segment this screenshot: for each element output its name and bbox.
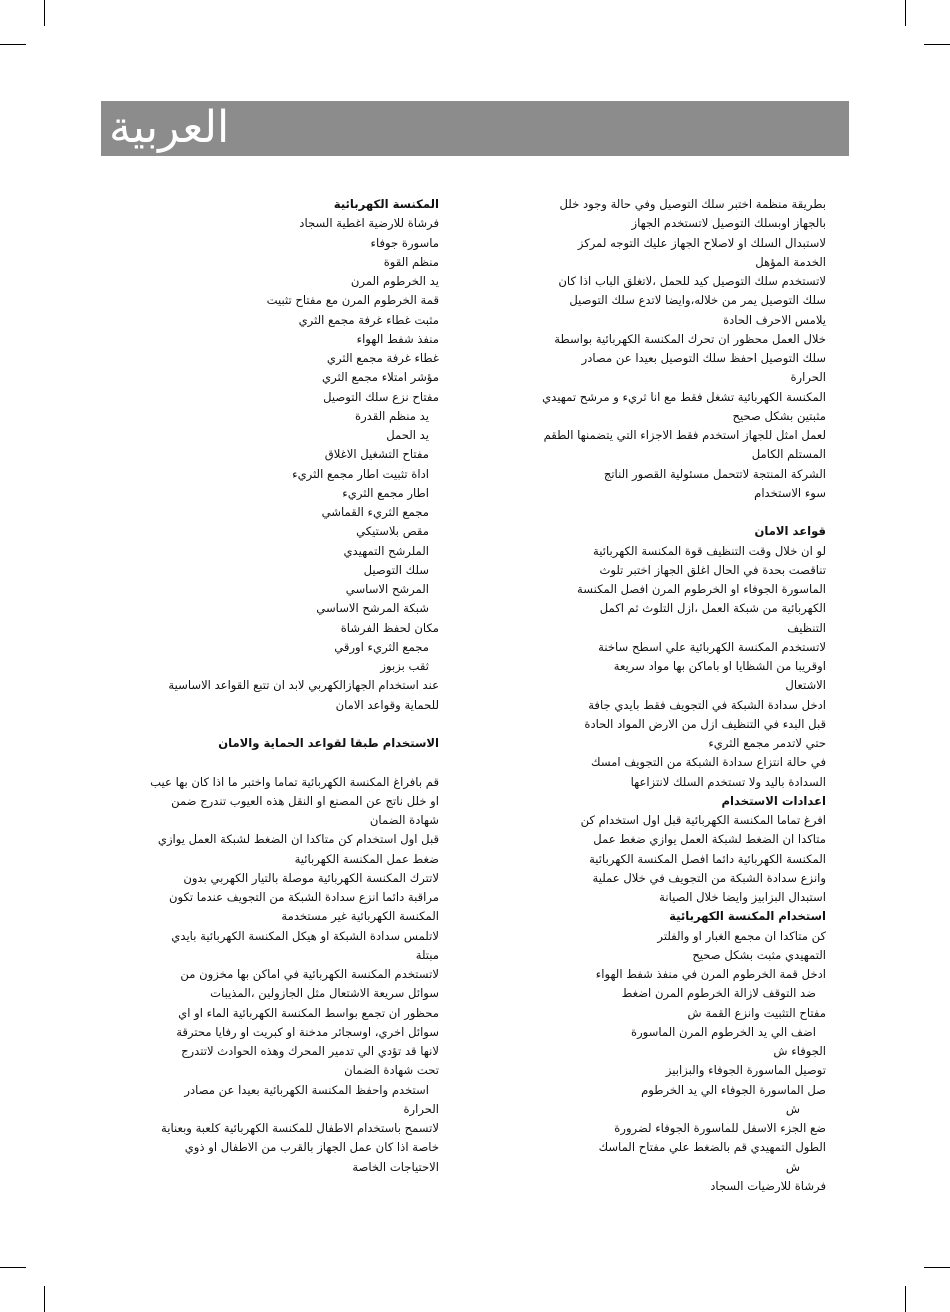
text-line: اضف الي يد الخرطوم المرن الماسورة (631, 1024, 816, 1039)
text-line: استبدال البزابيز وايضا خلال الصيانة (659, 890, 826, 904)
text-line: مبتلة (415, 947, 439, 962)
text-line: مجمع الثريء القماشي (321, 505, 429, 519)
text-line: لاتستخدم المكنسة الكهربائية علي اسطح ساخنة (598, 639, 826, 654)
left-column (119, 195, 439, 1177)
text-line: المكنسة الكهربائية تشغل فقط مع انا ثريء و مرشح تمهيدي (542, 389, 826, 404)
text-line: ش (785, 1159, 800, 1174)
text-line: وانزع سدادة الشبكة من التجويف في خلال عملية (592, 870, 826, 885)
text-line: شبكة المرشح الاساسي (316, 601, 429, 616)
text-line: الماسورة الجوفاء او الخرطوم المرن افصل المكنسة (577, 582, 826, 596)
text-line: شهادة الضمان (369, 813, 439, 827)
text-line: توصيل الماسورة الجوفاء والبزابيز (665, 1063, 826, 1078)
text-line: لانها قد تؤدي الي تدمير المحرك وهذه الحوادث لاتتدرج (181, 1044, 439, 1058)
right-column (506, 195, 826, 1196)
text-line: اداة تثبيت اطار مجمع الثريء (292, 466, 429, 481)
text-line: تناقصت بحدة في الحال اغلق الجهاز اختبر تلوث (599, 562, 826, 577)
text-line: لاتسمح باستخدام الاطفال للمكنسة الكهربائية كلعبة وبعناية (161, 1121, 439, 1135)
text-line: التنظيف (787, 620, 826, 635)
section-heading: قواعد الامان (754, 524, 826, 539)
page-title: العربية (109, 102, 230, 153)
text-line: في حالة انتزاع سدادة الشبكة من التجويف امسك (591, 755, 826, 770)
text-line: منظم القوة (383, 254, 439, 269)
text-line: سلك التوصيل (363, 562, 429, 577)
crop-mark (0, 1267, 26, 1268)
text-line: لاتستخدم سلك التوصيل كيد للحمل ،لاتغلق الباب اذا كان (558, 274, 826, 288)
text-line: بطريقة منظمة اختبر سلك التوصيل وفي حالة وجود خلل (559, 197, 826, 211)
text-line: الطول التمهيدي قم بالضغط علي مفتاح الماسك (598, 1140, 826, 1155)
text-line: لو ان خلال وقت التنظيف قوة المكنسة الكهربائية (593, 543, 826, 558)
text-line: مثبت غطاء غرفة مجمع الثري (298, 312, 439, 327)
text-line: لاتلمس سدادة الشبكة او هيكل المكنسة الكهربائية بايدي (171, 928, 439, 943)
text-line: مجمع الثريء اورقي (334, 639, 429, 654)
text-line: لعمل امثل للجهاز استخدم فقط الاجزاء التي يتضمنها الطقم (543, 428, 826, 442)
text-line: لاستبدال السلك او لاصلاح الجهاز عليك التوجه لمركز (577, 235, 826, 250)
text-line: يلامس الاحرف الحادة (723, 312, 826, 327)
text-line (119, 753, 439, 772)
text-line: الحرارة (790, 370, 826, 385)
text-line: المكنسة الكهربائية غير مستخدمة (281, 909, 439, 924)
text-line: المكنسة الكهربائية دائما افصل المكنسة الكهربائية (589, 851, 826, 866)
text-line: السدادة باليد ولا تستخدم السلك لانتزاعها (630, 774, 826, 789)
text-line: ماسورة جوفاء (370, 235, 439, 250)
section-heading: اعدادات الاستخدام (721, 793, 826, 808)
text-line: منفذ شفط الهواء (356, 331, 439, 346)
text-line: مؤشر امتلاء مجمع الثري (322, 370, 439, 385)
text-line: ضد التوقف لازالة الخرطوم المرن اضغط (621, 986, 816, 1001)
text-line: الحرارة (403, 1101, 439, 1116)
text-line: المستلم الكامل (751, 447, 826, 462)
text-line: صل الماسورة الجوفاء الي يد الخرطوم (641, 1082, 826, 1097)
text-line: لاتستخدم المكنسة الكهربائية في اماكن بها مخزون من (180, 967, 439, 981)
text-line: الكهربائية من شبكة العمل ،ازل التلوث ثم اكمل (599, 601, 826, 616)
text-line: الاحتياجات الخاصة (352, 1159, 439, 1174)
crop-mark (924, 1267, 950, 1268)
text-line: للحماية وقواعد الامان (335, 697, 439, 712)
text-line: الشركة المنتجة لاتتحمل مسئولية القصور الناتج (603, 466, 826, 481)
text-line: غطاء غرفة مجمع الثري (326, 351, 439, 365)
text-line: يد الخرطوم المرن (350, 274, 439, 288)
text-line: يد الحمل (386, 428, 429, 442)
text-line: خلال العمل محظور ان تحرك المكنسة الكهربائية بواسطة (554, 331, 826, 346)
text-line: ضع الجزء الاسفل للماسورة الجوفاء لضرورة (614, 1121, 826, 1135)
crop-mark (905, 0, 906, 26)
text-line: قم بافراغ المكنسة الكهربائية تماما واختبر ما اذا كان بها عيب (150, 774, 439, 789)
text-line: قبل اول استخدام كن متاكدا ان الضغط لشبكة العمل يوازي (157, 832, 439, 847)
text-line: مكان لحفظ الفرشاة (340, 620, 439, 635)
text-line: الاشتعال (785, 678, 826, 693)
text-line: ش (785, 1101, 800, 1116)
text-line (119, 715, 439, 734)
text-line: التمهيدي مثبت بشكل صحيح (692, 947, 826, 962)
section-heading: الاستخدام طبقا لقواعد الحماية والامان (218, 736, 439, 750)
text-line: تحت شهادة الضمان (344, 1063, 439, 1078)
section-heading: المكنسة الكهربائية (333, 197, 439, 211)
text-line: يد منظم القدرة (355, 408, 429, 423)
text-line: عند استخدام الجهازالكهربي لابد ان تتبع القواعد الاساسية (168, 678, 439, 693)
text-line: ضغط عمل المكنسة الكهربائية (294, 851, 439, 866)
crop-mark (44, 1286, 45, 1312)
text-line: محظور ان تجمع بواسط المكنسة الكهربائية الماء او اي (178, 1005, 439, 1020)
text-line: لاتترك المكنسة الكهربائية موصلة بالتيار الكهربي بدون (183, 870, 439, 885)
text-line: سلك التوصيل احفظ سلك التوصيل بعيدا عن مصادر (581, 351, 826, 365)
section-heading: استخدام المكنسة الكهربائية (669, 909, 826, 924)
text-line: خاصة اذا كان عمل الجهاز بالقرب من الاطفال او ذوي (184, 1140, 439, 1155)
text-line: مفتاح التشغيل الاغلاق (324, 447, 429, 462)
text-line: اطار مجمع الثريء (342, 485, 429, 500)
text-line: سوء الاستخدام (754, 485, 826, 500)
text-line: فرشاة للارضيات السجاد (710, 1178, 826, 1193)
text-line: سوائل اخري، اوسجائر مدخنة او كبريت او رفايا محترقة (176, 1024, 439, 1039)
text-line: مفتاح التثبيت وانزع القمة ش (687, 1005, 826, 1020)
text-line: فرشاة للارضية اغطية السجاد (299, 216, 439, 231)
text-line: افرغ تماما المكنسة الكهربائية قبل اول استخدام كن (580, 813, 826, 827)
text-line: مقص بلاستيكي (356, 524, 429, 539)
text-line: كن متاكدا ان مجمع الغبار او والفلتر (657, 928, 826, 943)
crop-mark (905, 1286, 906, 1312)
text-line: او خلل ناتج عن المصنع او النقل هذه العيوب تندرج ضمن (171, 793, 439, 808)
text-line: قبل البدء في التنظيف ازل من الارض المواد الحادة (584, 716, 826, 731)
text-line: حتي لاتدمر مجمع الثريء (708, 736, 826, 750)
text-line (506, 503, 826, 522)
text-line: استخدم واحفظ المكنسة الكهربائية بعيدا عن مصادر (184, 1082, 429, 1097)
text-line: ادخل قمة الخرطوم المرن في منفذ شفط الهواء (595, 967, 826, 981)
text-line: متاكدا ان الضغط لشبكة العمل يوازي ضغط عمل (593, 832, 826, 847)
text-line: الخدمة المؤهل (755, 254, 826, 269)
text-line: ثقب بزبوز (380, 659, 429, 673)
text-line: مراقبة دائما انزع سدادة الشبكة من التجويف عندما تكون (168, 890, 439, 904)
crop-mark (924, 44, 950, 45)
crop-mark (44, 0, 45, 26)
crop-mark (0, 44, 26, 45)
text-line: الجوفاء ش (773, 1044, 826, 1058)
text-line: مثبتين بشكل صحيح (732, 408, 826, 423)
text-line: سلك التوصيل يمر من خلاله،وايضا لاتدع سلك التوصيل (569, 293, 826, 308)
text-line: مفتاح نزع سلك التوصيل (323, 389, 439, 404)
text-line: بالجهاز اوبسلك التوصيل لاتستخدم الجهاز (631, 216, 826, 231)
text-line: المرشح الاساسي (345, 582, 429, 596)
language-banner (101, 101, 849, 156)
text-line: سوائل سريعة الاشتعال مثل الجازولين ،المذيبات (210, 986, 439, 1001)
text-line: اوقريبا من الشظايا او باماكن بها مواد سريعة (613, 659, 826, 673)
text-line: قمة الخرطوم المرن مع مفتاح تثبيت (266, 293, 439, 308)
text-line: الملرشح التمهيدي (343, 543, 429, 558)
text-line: ادخل سدادة الشبكة في التجويف فقط بايدي جافة (588, 697, 826, 712)
